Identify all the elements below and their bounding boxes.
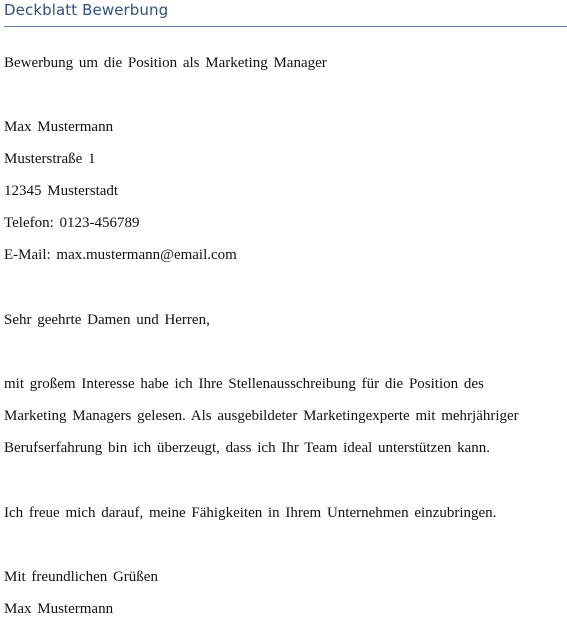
sender-city: 12345 Musterstadt xyxy=(4,183,119,199)
subject-line: Bewerbung um die Position als Marketing Manager xyxy=(4,55,327,71)
salutation: Sehr geehrte Damen und Herren, xyxy=(4,312,210,328)
sender-name: Max Mustermann xyxy=(4,119,114,135)
body-paragraph-2: Ich freue mich darauf, meine Fähigkeiten in Ihrem Unternehmen einzubringen. xyxy=(4,505,497,521)
body-paragraph-1-line-1: mit großem Interesse habe ich Ihre Stellenausschreibung für die Position des xyxy=(4,376,484,392)
sender-email: E-Mail: max.mustermann@email.com xyxy=(4,247,237,263)
document-title: Deckblatt Bewerbung xyxy=(4,1,169,19)
closing-signature: Max Mustermann xyxy=(4,601,114,617)
body-paragraph-1-line-3: Berufserfahrung bin ich überzeugt, dass ich Ihr Team ideal unterstützen kann. xyxy=(4,440,491,456)
document-header xyxy=(4,0,567,27)
sender-street: Musterstraße 1 xyxy=(4,151,96,167)
sender-phone: Telefon: 0123-456789 xyxy=(4,215,140,231)
body-paragraph-1-line-2: Marketing Managers gelesen. Als ausgebildeter Marketingexperte mit mehrjähriger xyxy=(4,408,519,424)
closing-greeting: Mit freundlichen Grüßen xyxy=(4,569,158,585)
